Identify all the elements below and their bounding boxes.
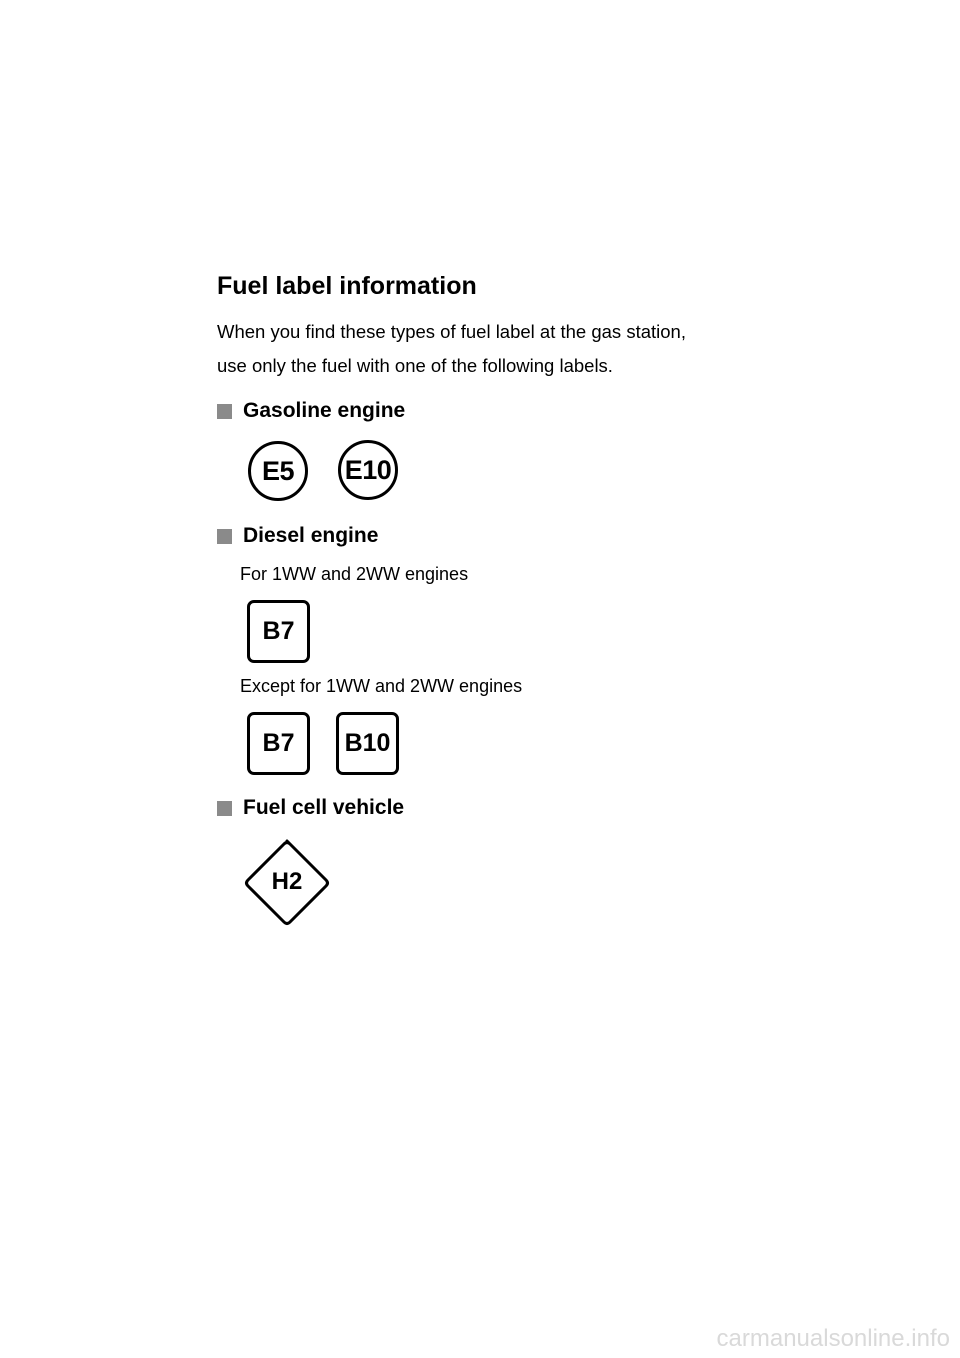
intro-text-line-2: use only the fuel with one of the following labels. bbox=[217, 355, 613, 376]
h2-fuel-label bbox=[242, 838, 332, 928]
b7-fuel-label: B7 bbox=[247, 600, 310, 663]
gasoline-heading-text: Gasoline engine bbox=[243, 399, 406, 422]
fuelcell-section-heading bbox=[217, 796, 404, 820]
square-bullet-icon bbox=[217, 404, 232, 419]
h2-label-text: H2 bbox=[271, 868, 303, 895]
diesel-section-heading bbox=[217, 524, 378, 548]
page-title: Fuel label information bbox=[217, 272, 477, 300]
square-bullet-icon bbox=[217, 529, 232, 544]
e10-fuel-label: E10 bbox=[338, 440, 398, 500]
gasoline-section-heading bbox=[217, 399, 405, 423]
fuelcell-heading-text: Fuel cell vehicle bbox=[243, 796, 405, 819]
watermark: carmanualsonline.info bbox=[716, 1325, 950, 1352]
diesel-note-except-1ww-2ww: Except for 1WW and 2WW engines bbox=[240, 676, 523, 696]
diesel-heading-text: Diesel engine bbox=[243, 524, 379, 547]
intro-text-line-1: When you find these types of fuel label at the gas station, bbox=[217, 321, 686, 342]
b10-fuel-label: B10 bbox=[336, 712, 399, 775]
square-bullet-icon bbox=[217, 801, 232, 816]
diesel-note-1ww-2ww: For 1WW and 2WW engines bbox=[240, 564, 469, 584]
b7-fuel-label-except: B7 bbox=[247, 712, 310, 775]
e5-fuel-label: E5 bbox=[248, 441, 308, 501]
